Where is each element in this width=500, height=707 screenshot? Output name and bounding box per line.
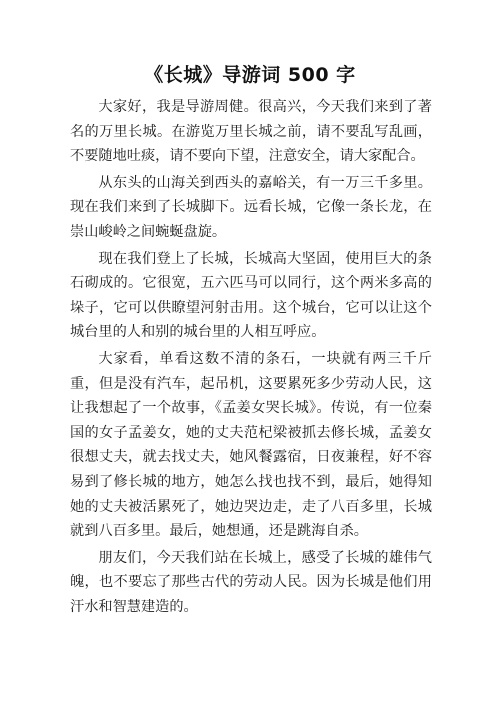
document-body (70, 95, 432, 621)
paragraph: 朋友们，今天我们站在长城上，感受了长城的雄伟气魄，也不要忘了那些古代的劳动人民。因为长城是他们用汗水和智慧建造的。 (70, 549, 432, 615)
paragraph: 从东头的山海关到西头的嘉峪关，有一万三千多里。现在我们来到了长城脚下。远看长城，它像一条长龙，在崇山峻岭之间蜿蜒盘旋。 (70, 174, 432, 240)
paragraph: 大家看，单看这数不清的条石，一块就有两三千斤重，但是没有汽车，起吊机，这要累死多少劳动人民，这让我想起了一个故事，《孟姜女哭长城》。传说，有一位秦国的女子孟姜女，她的丈夫范杞梁被抓去修长城，孟姜女很想丈夫，就去找丈夫，她风餐露宿，日夜兼程，好不容易到了修长城的地方，她怎么找也找不到，最后，她得知她的丈夫被活累死了，她边哭边走，走了八百多里，长城就到八百多里。最后，她想通，还是跳海自杀。 (70, 350, 432, 540)
document-title: 《长城》导游词 500 字 (144, 64, 356, 86)
paragraph: 大家好，我是导游周健。很高兴，今天我们来到了著名的万里长城。在游览万里长城之前，请不要乱写乱画，不要随地吐痰，请不要向下望，注意安全，请大家配合。 (70, 99, 432, 165)
paragraph: 现在我们登上了长城，长城高大坚固，使用巨大的条石砌成的。它很宽，五六匹马可以同行，这个两米多高的垛子，它可以供瞭望河射击用。这个城台，它可以让这个城台里的人和别的城台里的人相互呼应。 (70, 250, 432, 341)
